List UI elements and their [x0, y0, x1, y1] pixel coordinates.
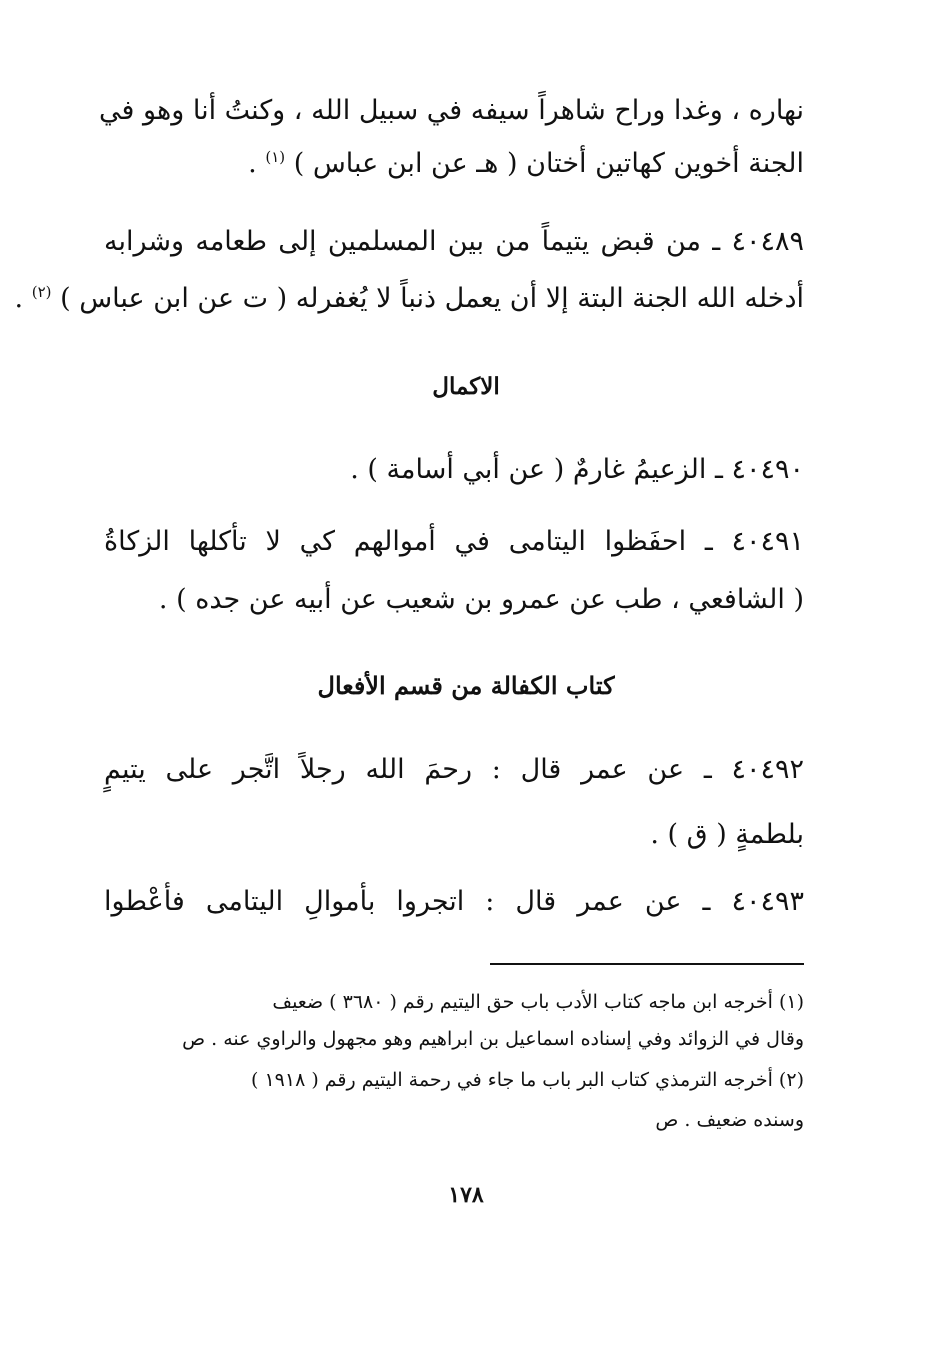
entry-4489-line-2 [14, 279, 804, 319]
entry-4490: ٤٠٤٩٠ ـ الزعيمُ غارمٌ ( عن أبي أسامة ) . [350, 454, 804, 485]
entry-4492-line-2: بلطمةٍ ( ق ) . [650, 819, 804, 850]
footnote-2-line-1: (٢) أخرجه الترمذي كتاب البر باب ما جاء في رحمة اليتيم رقم ( ١٩١٨ ) [251, 1069, 804, 1091]
footnote-ref-2: (٢) [31, 283, 52, 301]
entry-4488-line-2 [104, 144, 804, 184]
section-heading-ikmal: الاكمال [432, 373, 500, 400]
entry-4491-line-1: ٤٠٤٩١ ـ احفَظوا اليتامى في أموالهم كي لا تأكلها الزكاةُ [104, 526, 804, 557]
entry-4489-end: . [14, 283, 24, 314]
entry-4492-line-1: ٤٠٤٩٢ ـ عن عمر قال : رحمَ الله رجلاً اتَّجر على يتيمٍ [104, 754, 804, 785]
entry-4488-text: الجنة أخوين كهاتين أختان ( هـ عن ابن عباس ) [293, 148, 804, 179]
entry-4488-line-1: نهاره ، وغدا وراح شاهراً سيفه في سبيل الله ، وكنتُ أنا وهو في [99, 95, 804, 126]
footnote-1-line-1: (١) أخرجه ابن ماجه كتاب الأدب باب حق اليتيم رقم ( ٣٦٨٠ ) ضعيف [272, 991, 804, 1013]
entry-4493-line-1: ٤٠٤٩٣ ـ عن عمر قال : اتجروا بأموالِ اليتامى فأعْطوا [104, 886, 804, 917]
page-number: ١٧٨ [448, 1182, 484, 1208]
footnote-2-line-2: وسنده ضعيف . ص [655, 1109, 804, 1131]
footnote-divider [490, 963, 804, 965]
footnote-1-line-2: وقال في الزوائد وفي إسناده اسماعيل بن ابراهيم وهو مجهول والراوي عنه . ص [182, 1028, 804, 1050]
entry-4489-text: أدخله الله الجنة البتة إلا أن يعمل ذنباً لا يُغفرله ( ت عن ابن عباس ) [60, 283, 804, 314]
entry-4491-line-2: ( الشافعي ، طب عن عمرو بن شعيب عن أبيه عن جده ) . [158, 584, 804, 615]
entry-4489-line-1: ٤٠٤٨٩ ـ من قبض يتيماً من بين المسلمين إلى طعامه وشرابه [104, 226, 804, 257]
footnote-ref-1: (١) [265, 148, 286, 166]
entry-4488-end: . [248, 148, 257, 179]
section-heading-kafala: كتاب الكفالة من قسم الأفعال [317, 671, 615, 700]
